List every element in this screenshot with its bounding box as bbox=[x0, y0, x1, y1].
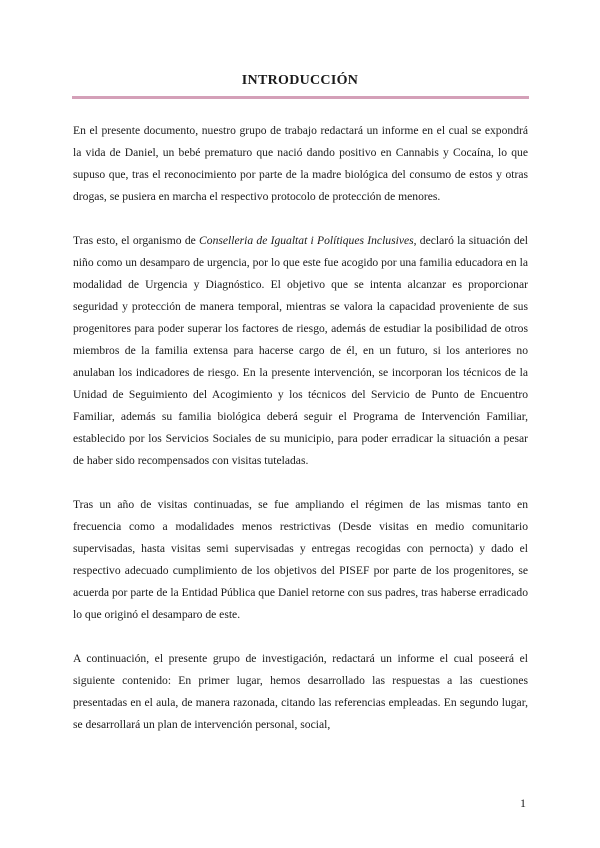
paragraph-2-rest: , declaró la situación del niño como un desamparo de urgencia, por lo que este fue acogido por una familia educadora en la modalidad de Urgencia y Diagnóstico. El objetivo que se intenta alcanzar es proporcionar seguridad y protección de manera temporal, mientras se valora la capacidad proveniente de sus progenitores para poder superar los factores de riesgo, además de estudiar la posibilidad de otros miembros de la familia extensa para hacerse cargo de él, en un futuro, si los anteriores no anulaban los indicadores de riesgo. En la presente intervención, se incorporan los técnicos de la Unidad de Seguimiento del Acogimiento y los técnicos del Servicio de Punto de Encuentro Familiar, además su familia biológica deberá seguir el Programa de Intervención Familiar, establecido por los Servicios Sociales de su municipio, para poder erradicar la situación a pesar de haber sido recompensados con visitas tuteladas. bbox=[73, 234, 529, 467]
paragraph-2 bbox=[73, 230, 528, 472]
paragraph-2-start: Tras esto, el organismo de bbox=[73, 234, 200, 247]
paragraph-1: En el presente documento, nuestro grupo de trabajo redactará un informe en el cual se expondrá la vida de Daniel, un bebé prematuro que nació dando positivo en Cannabis y Cocaína, lo que supuso que, tras el reconocimiento por parte de la madre biológica del consumo de estos y otras drogas, se pusiera en marcha el respectivo protocolo de protección de menores. bbox=[73, 124, 528, 203]
title-divider bbox=[72, 96, 529, 99]
page-title: INTRODUCCIÓN bbox=[241, 73, 359, 88]
paragraph-4: A continuación, el presente grupo de investigación, redactará un informe el cual poseerá el siguiente contenido: En primer lugar, hemos desarrollado las respuestas a las cuestiones presentadas en el aula, de manera razonada, citando las referencias empleadas. En segundo lugar, se desarrollará un plan de intervención personal, social, bbox=[73, 652, 528, 731]
paragraph-2-organism-name: Conselleria de Igualtat i Polítiques Inclusives bbox=[199, 234, 414, 247]
paragraph-3: Tras un año de visitas continuadas, se fue ampliando el régimen de las mismas tanto en frecuencia como a modalidades menos restrictivas (Desde visitas en medio comunitario supervisadas, hasta visitas semi supervisadas y entregas recogidas con pernocta) y dado el respectivo adecuado cumplimiento de los objetivos del PISEF por parte de los progenitores, se acuerda por parte de la Entidad Pública que Daniel retorne con sus padres, tras haberse erradicado lo que originó el desamparo de este. bbox=[73, 498, 528, 621]
page-number: 1 bbox=[520, 796, 526, 810]
document-body bbox=[73, 120, 528, 758]
